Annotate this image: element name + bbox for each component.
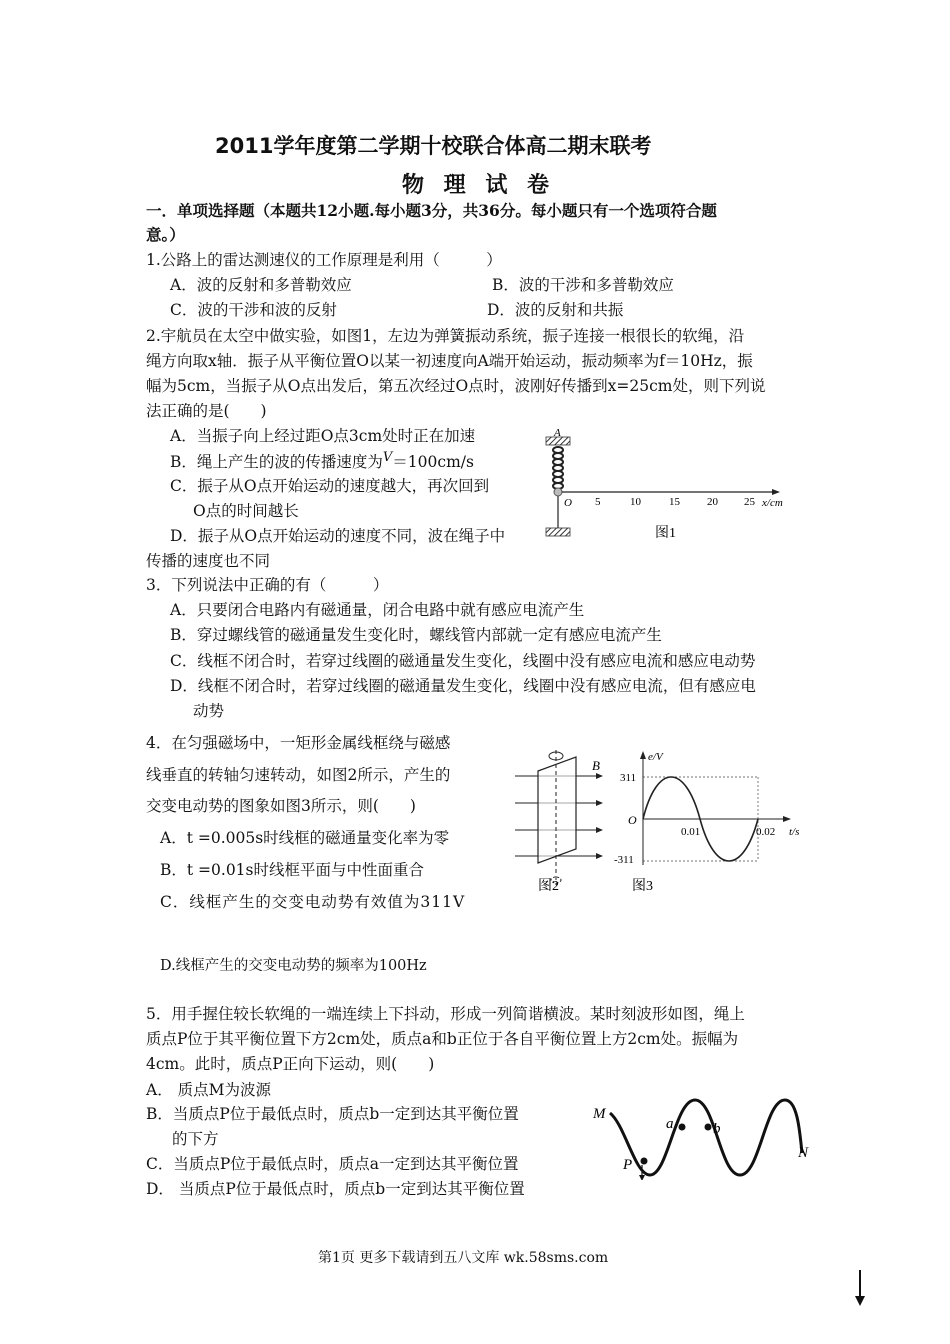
x-axis-label: x/cm [762, 497, 783, 509]
q2-option-a: A．当振子向上经过距O点3cm处时正在加速 [170, 427, 476, 445]
figure-1-caption: 图1 [655, 526, 676, 541]
q2-option-d-line1: D．振子从O点开始运动的速度不同，波在绳子中 [170, 527, 506, 545]
origin-label: O [628, 813, 637, 827]
t2-label: 0.02 [756, 826, 776, 838]
q2-option-c-line1: C．振子从O点开始运动的速度越大，再次回到 [170, 477, 490, 495]
q1-option-d: D．波的反射和共振 [487, 301, 624, 319]
section-heading: 一．单项选择题（本题共12小题.每小题3分，共36分。每小题只有一个选项符合题 [146, 201, 717, 220]
q5-option-b-line2: 的下方 [172, 1130, 219, 1148]
q5-option-a: A． 质点M为波源 [146, 1081, 271, 1099]
q2-option-d-line2: 传播的速度也不同 [146, 552, 271, 570]
label-o: O [564, 497, 572, 509]
figure-3-caption: 图3 [632, 879, 653, 894]
q3-stem: 3．下列说法中正确的有（ ） [146, 576, 389, 594]
figure-2 [515, 750, 603, 894]
q2-stem-line1: 2.宇航员在太空中做实验，如图1，左边为弹簧振动系统，振子连接一根很长的软绳，沿 [146, 327, 745, 345]
q4-option-c: C．线框产生的交变电动势有效值为311V [160, 893, 466, 911]
q4-stem-line3: 交变电动势的图象如图3所示，则( ) [146, 797, 416, 815]
figure-wave [590, 1095, 820, 1180]
coil-frame [538, 757, 576, 863]
q5-stem-line2: 质点P位于其平衡位置下方2cm处，质点a和b正位于各自平衡位置上方2cm处。振幅为 [146, 1030, 739, 1048]
q5-option-d: D． 当质点P位于最低点时，质点b一定到达其平衡位置 [146, 1180, 525, 1198]
figure-1-spring-rope [540, 425, 800, 545]
point-p [641, 1158, 648, 1165]
tick-label: 10 [630, 496, 641, 508]
figure-2-3-coil-and-emf [510, 745, 810, 897]
q2-stem-line2: 绳方向取x轴．振子从平衡位置O以某一初速度向A端开始运动，振动频率为f＝10Hz，振 [146, 352, 753, 370]
page-footer: 第1页 更多下载请到五八文库 wk.58sms.com [318, 1250, 609, 1266]
oscillator-ball [554, 488, 562, 496]
page-title: 2011学年度第二学期十校联合体高二期末联考 [215, 134, 652, 158]
q2-stem-line3: 幅为5cm，当振子从O点出发后，第五次经过O点时，波刚好传播到x=25cm处，则下列说 [146, 377, 766, 395]
q2-option-b-text: B．绳上产生的波的传播速度为 [170, 453, 383, 471]
label-n: N [798, 1145, 809, 1161]
q3-option-d-line1: D．线框不闭合时，若穿过线圈的磁通量发生变化，线圈中没有感应电流，但有感应电 [170, 677, 756, 695]
q3-option-a: A．只要闭合电路内有磁通量，闭合电路中就有感应电流产生 [170, 601, 585, 619]
e-axis-label: e/V [648, 751, 663, 763]
ymin-label: -311 [614, 854, 634, 866]
x-axis-arrow [772, 489, 780, 495]
q4-stem-line2: 线垂直的转轴匀速转动，如图2所示，产生的 [146, 766, 451, 784]
tick-label: 20 [707, 496, 718, 508]
tick-label: 25 [744, 496, 755, 508]
bottom-support [546, 528, 570, 536]
q1-option-a: A．波的反射和多普勒效应 [170, 276, 352, 294]
q3-option-c: C．线框不闭合时，若穿过线圈的磁通量发生变化，线圈中没有感应电流和感应电动势 [170, 652, 756, 670]
label-p: P [623, 1157, 633, 1173]
q5-stem-line1: 5．用手握住较长软绳的一端连续上下抖动，形成一列简谐横波。某时刻波形如图，绳上 [146, 1005, 745, 1023]
spring-coils [553, 447, 563, 489]
q3-option-d-line2: 动势 [193, 702, 225, 720]
q2-stem-line4: 法正确的是( ) [146, 402, 267, 420]
q5-option-b-line1: B．当质点P位于最低点时，质点b一定到达其平衡位置 [146, 1105, 519, 1123]
label-a: A [554, 427, 561, 439]
q4-option-a: A．t =0.005s时线框的磁通量变化率为零 [160, 829, 450, 847]
tick-label: 5 [595, 496, 601, 508]
q2-option-c-line2: O点的时间越长 [193, 502, 299, 520]
point-a [679, 1124, 686, 1131]
t-axis-label: t/s [789, 826, 800, 838]
figure-3 [614, 751, 799, 894]
q3-option-b: B．穿过螺线管的磁通量发生变化时，螺线管内部就一定有感应电流产生 [170, 626, 662, 644]
section-heading-cont: 意。） [146, 225, 185, 244]
label-a: a [666, 1116, 674, 1132]
q1-option-c: C．波的干涉和波的反射 [170, 301, 337, 319]
figure-2-caption: 图2 [538, 879, 559, 894]
q1-option-b: B．波的干涉和多普勒效应 [492, 276, 674, 294]
page-subtitle: 物 理 试 卷 [402, 173, 555, 198]
t-axis-arrow [783, 816, 791, 822]
q4-option-d: D.线框产生的交变电动势的频率为100Hz [160, 958, 427, 974]
wave-curve [610, 1100, 802, 1175]
q1-stem: 1.公路上的雷达测速仪的工作原理是利用（ ） [146, 251, 502, 269]
down-arrow-icon [852, 1268, 868, 1308]
q5-option-c: C．当质点P位于最低点时，质点a一定到达其平衡位置 [146, 1155, 519, 1173]
q2-option-b [170, 452, 474, 474]
p-arrow-head [639, 1175, 645, 1180]
q4-stem-line1: 4．在匀强磁场中，一矩形金属线框绕与磁感 [146, 734, 451, 752]
q5-stem-line3: 4cm。此时，质点P正向下运动，则( ) [146, 1055, 435, 1073]
label-m: M [593, 1106, 606, 1122]
label-b: B [592, 758, 600, 773]
e-axis-arrow [640, 751, 646, 759]
point-b [705, 1124, 712, 1131]
q4-option-b: B．t =0.01s时线框平面与中性面重合 [160, 861, 425, 879]
t1-label: 0.01 [681, 826, 701, 838]
q2-option-b-v: V [382, 450, 393, 465]
q2-option-b-value: ＝100cm/s [392, 453, 474, 471]
label-b: b [713, 1121, 721, 1137]
tick-label: 15 [669, 496, 680, 508]
ymax-label: 311 [620, 772, 637, 784]
